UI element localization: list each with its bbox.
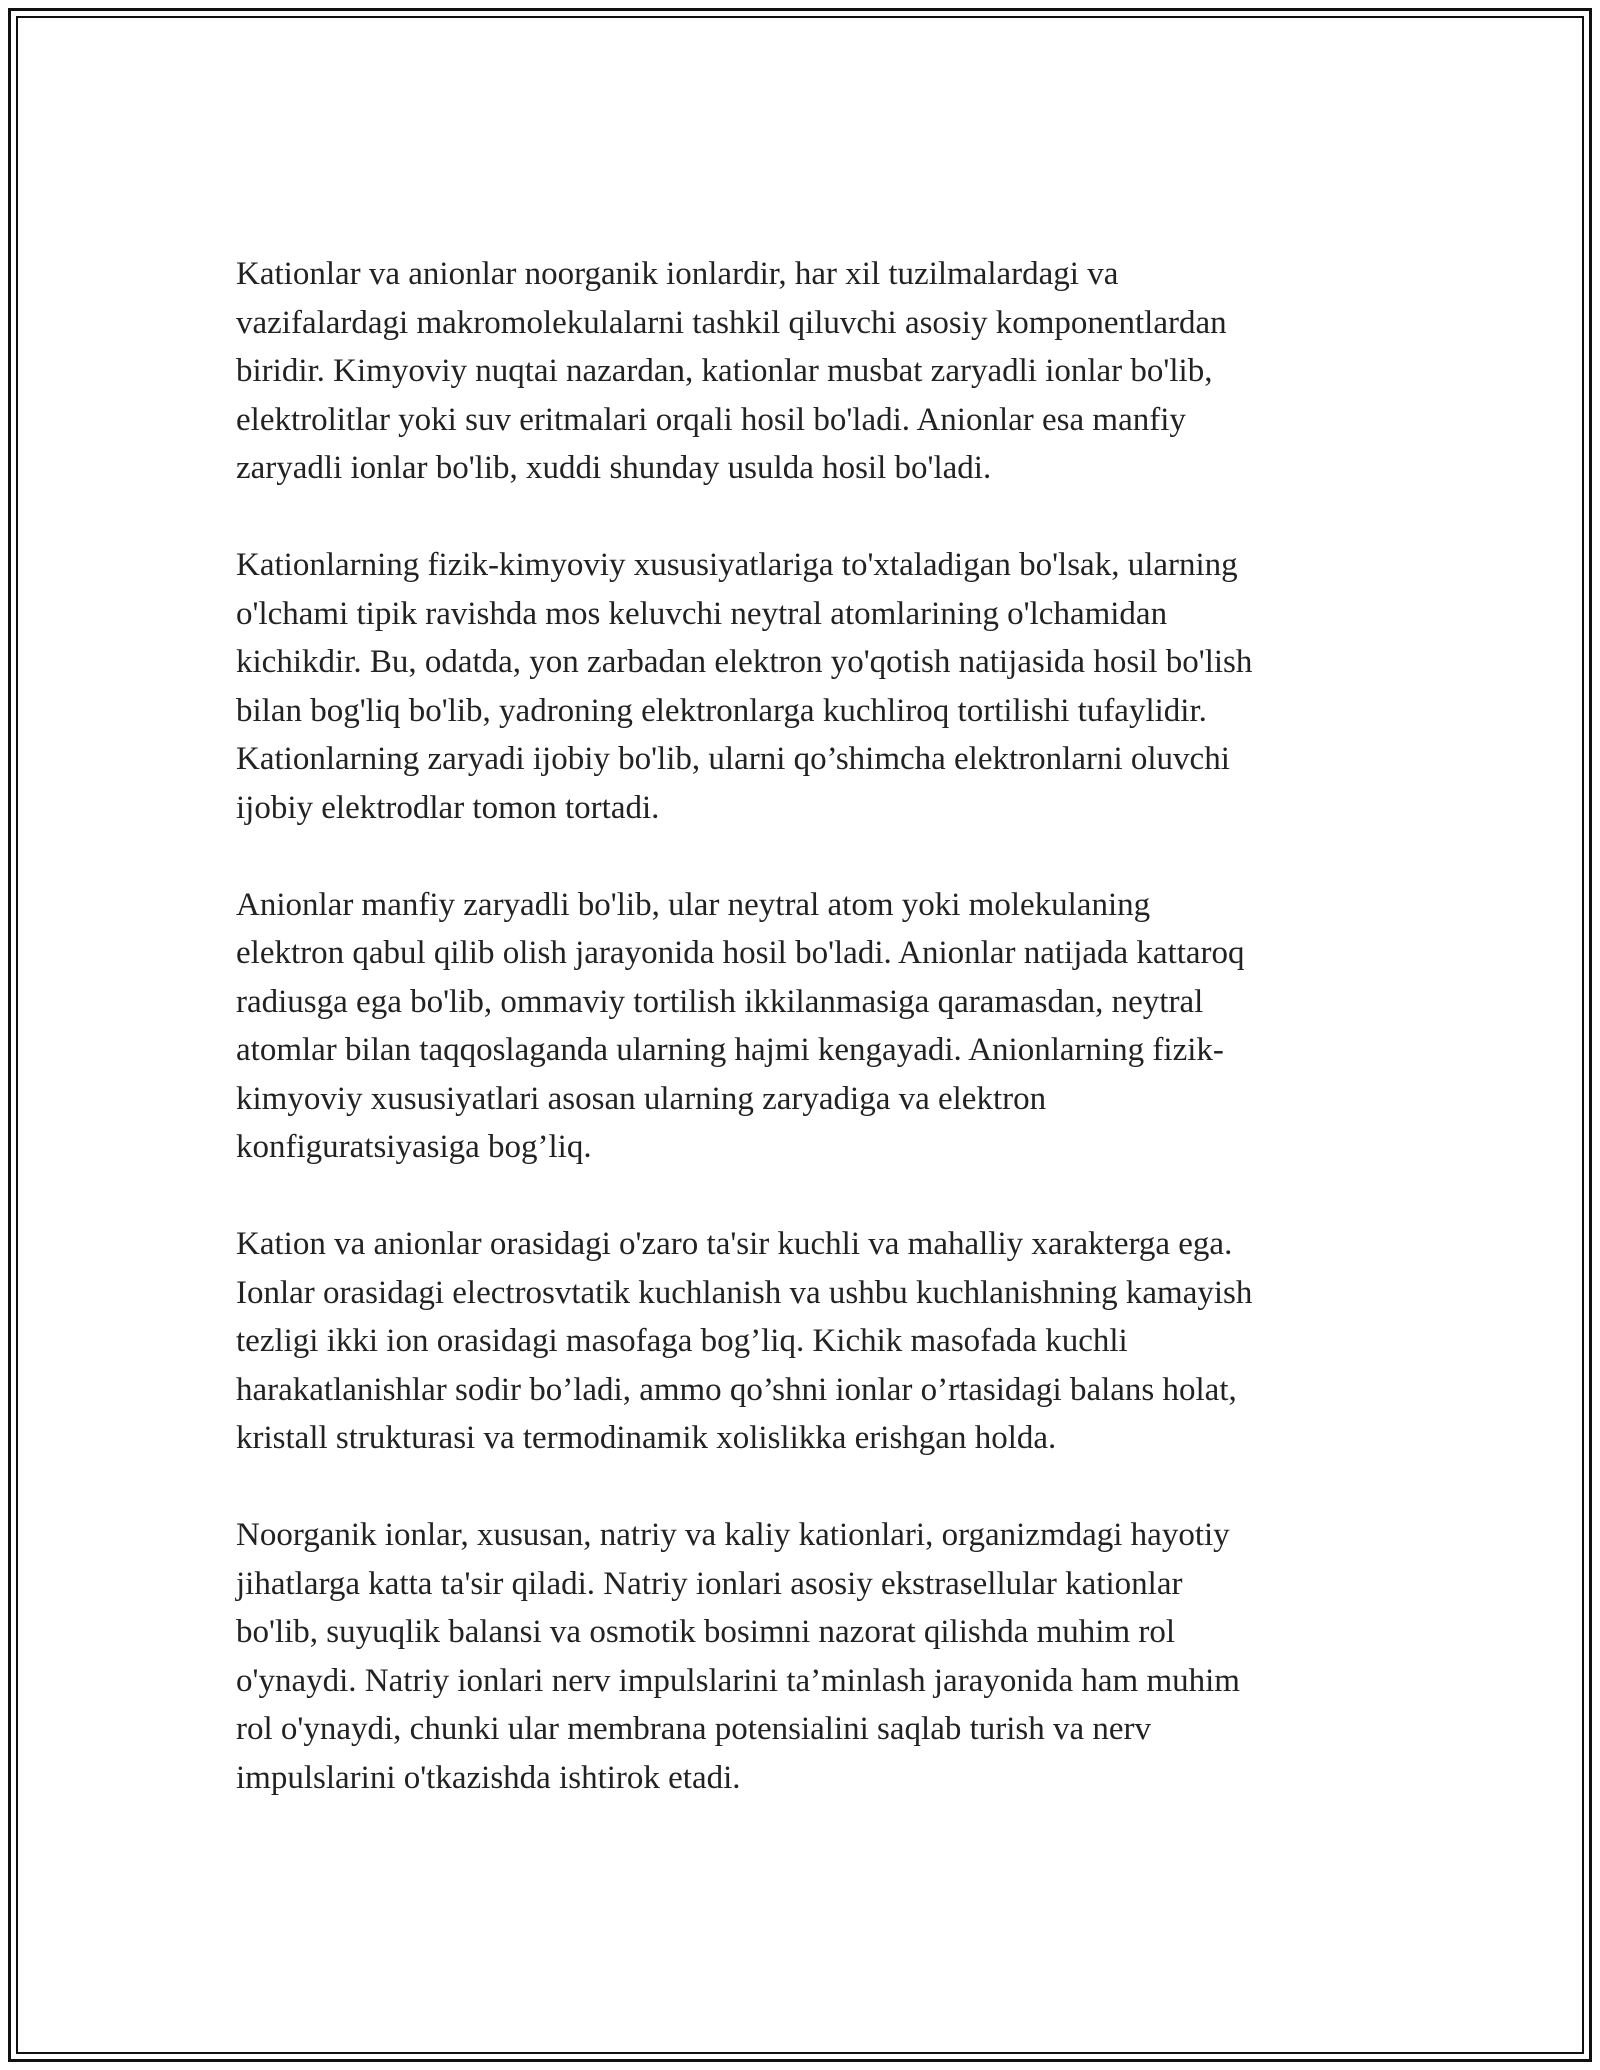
text-line: kimyoviy xususiyatlari asosan ularning zaryadiga va elektron [236,1080,1047,1117]
text-line: harakatlanishlar sodir bo’ladi, ammo qo’shni ionlar o’rtasidagi balans holat, [236,1371,1237,1408]
text-line: konfiguratsiyasiga bog’liq. [236,1129,592,1165]
text-line: elektrolitlar yoki suv eritmalari orqali hosil bo'ladi. Anionlar esa manfiy [236,401,1186,438]
text-line: rol o'ynaydi, chunki ular membrana potensialini saqlab turish va nerv [236,1711,1152,1747]
paragraph-5 [236,1511,1366,1802]
text-line: vazifalardagi makromolekulalarni tashkil qiluvchi asosiy komponentlardan [236,304,1227,341]
text-line: atomlar bilan taqqoslaganda ularning hajmi kengayadi. Anionlarning fizik- [236,1032,1224,1068]
text-line: o'ynaydi. Natriy ionlari nerv impulslarini ta’minlash jarayonida ham muhim [236,1662,1240,1699]
text-line: Ionlar orasidagi electrosvtatik kuchlanish va ushbu kuchlanishning kamayish [236,1274,1253,1311]
text-line: tezligi ikki ion orasidagi masofaga bog’liq. Kichik masofada kuchli [236,1323,1128,1359]
text-line: kichikdir. Bu, odatda, yon zarbadan elektron yo'qotish natijasida hosil bo'lish [236,644,1253,680]
document-body [236,250,1366,1851]
text-line: zaryadli ionlar bo'lib, xuddi shunday usulda hosil bo'ladi. [236,450,992,486]
text-line: Kation va anionlar orasidagi o'zaro ta'sir kuchli va mahalliy xarakterga ega. [236,1226,1233,1262]
text-line: radiusga ega bo'lib, ommaviy tortilish ikkilanmasiga qaramasdan, neytral [236,983,1204,1020]
paragraph-2 [236,541,1366,832]
text-line: jihatlarga katta ta'sir qiladi. Natriy ionlari asosiy ekstrasellular kationlar [236,1565,1183,1602]
paragraph-1 [236,250,1366,493]
paragraph-4 [236,1220,1366,1463]
text-line: Kationlarning zaryadi ijobiy bo'lib, ularni qo’shimcha elektronlarni oluvchi [236,741,1230,777]
text-line: Noorganik ionlar, xususan, natriy va kaliy kationlari, organizmdagi hayotiy [236,1517,1230,1553]
text-line: bo'lib, suyuqlik balansi va osmotik bosimni nazorat qilishda muhim rol [236,1614,1176,1650]
text-line: biridir. Kimyoviy nuqtai nazardan, kationlar musbat zaryadli ionlar bo'lib, [236,353,1213,389]
text-line: impulslarini o'tkazishda ishtirok etadi. [236,1759,741,1796]
text-line: Kationlarning fizik-kimyoviy xususiyatlariga to'xtaladigan bo'lsak, ularning [236,547,1238,583]
text-line: ijobiy elektrodlar tomon tortadi. [236,789,660,826]
text-line: kristall strukturasi va termodinamik xolislikka erishgan holda. [236,1420,1057,1456]
text-line: bilan bog'liq bo'lib, yadroning elektronlarga kuchliroq tortilishi tufaylidir. [236,692,1207,729]
paragraph-3 [236,881,1366,1172]
text-line: Anionlar manfiy zaryadli bo'lib, ular neytral atom yoki molekulaning [236,886,1151,923]
text-line: elektron qabul qilib olish jarayonida hosil bo'ladi. Anionlar natijada kattaroq [236,935,1245,971]
text-line: o'lchami tipik ravishda mos keluvchi neytral atomlarining o'lchamidan [236,595,1168,632]
text-line: Kationlar va anionlar noorganik ionlardir, har xil tuzilmalardagi va [236,256,1119,292]
